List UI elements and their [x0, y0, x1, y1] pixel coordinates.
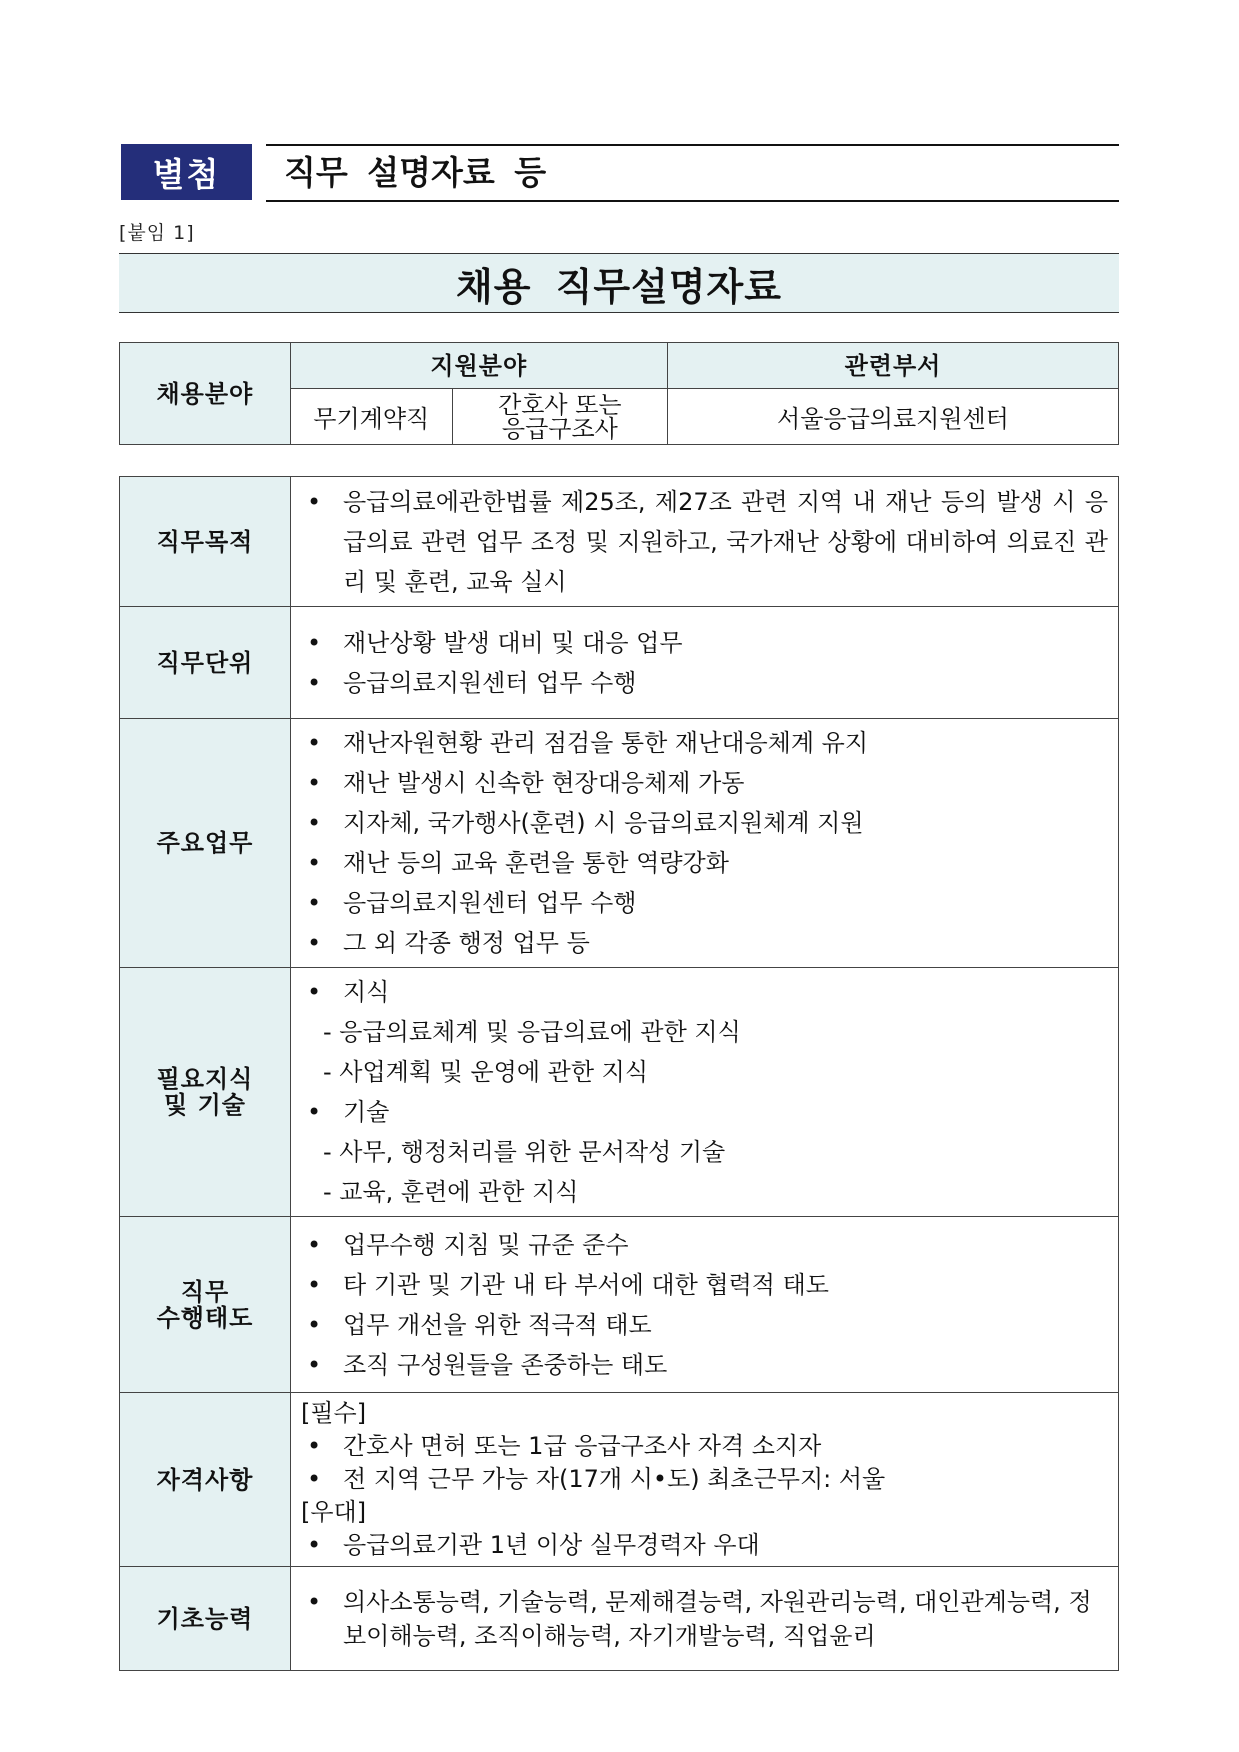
- list-item-text: 응급의료기관 1년 이상 실무경력자 우대: [343, 1531, 760, 1559]
- sub-item: - 사무, 행정처리를 위한 문서작성 기술: [323, 1138, 726, 1166]
- attitude-label: [120, 1217, 291, 1393]
- list-item-text: 응급의료지원센터 업무 수행: [343, 668, 637, 697]
- basic-content: [291, 1567, 1119, 1671]
- list-item-text: 전 지역 근무 가능 자(17개 시•도) 최초근무지: 서울: [343, 1465, 886, 1493]
- list-item-text: 재난 등의 교육 훈련을 통한 역량강화: [343, 849, 729, 877]
- employment-type-cell: 무기계약직: [290, 389, 452, 445]
- list-item: [301, 923, 1108, 963]
- attachment-label: [붙임 1]: [119, 222, 195, 244]
- bullet-icon: •: [307, 628, 322, 657]
- list-item-text: 간호사 면허 또는 1급 응급구조사 자격 소지자: [343, 1432, 822, 1460]
- skills-label-line1: 필요지식: [156, 1065, 254, 1093]
- purpose-content: [291, 477, 1119, 607]
- bullet-icon: •: [307, 809, 322, 837]
- basic-text: 의사소통능력, 기술능력, 문제해결능력, 자원관리능력, 대인관계능력, 정보이해능력, 조직이해능력, 자기개발능력, 직업윤리: [343, 1587, 1092, 1650]
- list-item: [301, 883, 1108, 923]
- row-duties: [120, 719, 1119, 968]
- list-item: [301, 803, 1108, 843]
- list-item-text: 업무 개선을 위한 적극적 태도: [343, 1310, 652, 1339]
- knowledge-heading: 지식: [343, 978, 390, 1006]
- sub-item: - 사업계획 및 운영에 관한 지식: [323, 1058, 649, 1086]
- bullet-icon: •: [307, 889, 322, 917]
- list-item: [301, 1430, 1108, 1463]
- row-purpose: [120, 477, 1119, 607]
- purpose-item: [301, 482, 1108, 602]
- list-item: [301, 1345, 1108, 1385]
- recruitment-field-table: [119, 342, 1119, 445]
- bullet-icon: •: [307, 1531, 322, 1559]
- list-item: [301, 763, 1108, 803]
- list-item: [301, 663, 1108, 703]
- section-title: 직무 설명자료 등: [284, 153, 547, 192]
- row-attitude: [120, 1217, 1119, 1393]
- job-field-line1: 간호사 또는: [498, 390, 622, 419]
- list-item-text: 그 외 각종 행정 업무 등: [343, 929, 590, 957]
- list-item: [301, 972, 1108, 1012]
- bullet-icon: •: [307, 978, 322, 1006]
- list-item: [301, 1305, 1108, 1345]
- skills-content: [291, 968, 1119, 1217]
- job-description-table: [119, 476, 1119, 1671]
- sub-item: - 응급의료체계 및 응급의료에 관한 지식: [323, 1018, 741, 1046]
- row-qualification: [120, 1393, 1119, 1567]
- list-item: [301, 1265, 1108, 1305]
- list-item-text: 재난상황 발생 대비 및 대응 업무: [343, 628, 683, 657]
- list-item: [301, 1585, 1108, 1653]
- job-field-line2: 응급구조사: [501, 414, 618, 443]
- list-item: [301, 723, 1108, 763]
- bullet-icon: •: [307, 487, 322, 516]
- apply-field-header: 지원분야: [290, 343, 667, 389]
- attitude-label-line1: 직무: [180, 1277, 230, 1306]
- header-rule-bottom: [266, 200, 1119, 202]
- list-item: [301, 623, 1108, 663]
- bullet-icon: •: [307, 1432, 322, 1460]
- header-rule-top: [266, 144, 1119, 146]
- bullet-icon: •: [307, 929, 322, 957]
- duties-content: [291, 719, 1119, 968]
- recruit-field-label: 채용분야: [120, 343, 291, 445]
- bullet-icon: •: [307, 668, 322, 697]
- row-skills: [120, 968, 1119, 1217]
- basic-label: 기초능력: [120, 1567, 291, 1671]
- bullet-icon: •: [307, 1098, 322, 1126]
- department-cell: 서울응급의료지원센터: [667, 389, 1118, 445]
- qualification-content: [291, 1393, 1119, 1567]
- page-title: 채용 직무설명자료: [119, 253, 1119, 313]
- bullet-icon: •: [307, 1350, 322, 1379]
- list-item-text: 타 기관 및 기관 내 타 부서에 대한 협력적 태도: [343, 1270, 829, 1299]
- bullet-icon: •: [307, 729, 322, 757]
- attitude-label-line2: 수행태도: [156, 1303, 254, 1332]
- appendix-badge: 별첨: [121, 144, 252, 200]
- preferred-label: [우대]: [301, 1498, 367, 1526]
- duties-label: 주요업무: [120, 719, 291, 968]
- list-item: [301, 1092, 1108, 1132]
- qualification-label: 자격사항: [120, 1393, 291, 1567]
- row-unit: [120, 607, 1119, 719]
- bullet-icon: •: [307, 769, 322, 797]
- list-item: [301, 843, 1108, 883]
- purpose-label: 직무목적: [120, 477, 291, 607]
- list-item-text: 재난자원현황 관리 점검을 통한 재난대응체계 유지: [343, 729, 869, 757]
- skills-label: [120, 968, 291, 1217]
- list-item-text: 응급의료지원센터 업무 수행: [343, 889, 637, 917]
- sub-item: - 교육, 훈련에 관한 지식: [323, 1178, 579, 1206]
- list-item: [301, 1529, 1108, 1562]
- bullet-icon: •: [307, 1465, 322, 1493]
- list-item-text: 업무수행 지침 및 규준 준수: [343, 1230, 629, 1259]
- list-item-text: 재난 발생시 신속한 현장대응체제 가동: [343, 769, 745, 797]
- job-field-cell: [452, 389, 667, 445]
- bullet-icon: •: [307, 1230, 322, 1259]
- bullet-icon: •: [307, 849, 322, 877]
- unit-content: [291, 607, 1119, 719]
- list-item-text: 지자체, 국가행사(훈련) 시 응급의료지원체계 지원: [343, 809, 864, 837]
- related-dept-header: 관련부서: [667, 343, 1118, 389]
- bullet-icon: •: [307, 1270, 322, 1299]
- list-item: [301, 1463, 1108, 1496]
- purpose-text: 응급의료에관한법률 제25조, 제27조 관련 지역 내 재난 등의 발생 시 응급의료 관련 업무 조정 및 지원하고, 국가재난 상황에 대비하여 의료진 관리 및 훈련, 교육 실시: [343, 487, 1108, 596]
- bullet-icon: •: [307, 1310, 322, 1339]
- required-label: [필수]: [301, 1399, 367, 1427]
- skills-label-line2: 및 기술: [164, 1091, 246, 1119]
- row-basic: [120, 1567, 1119, 1671]
- skill-heading: 기술: [343, 1098, 390, 1126]
- unit-label: 직무단위: [120, 607, 291, 719]
- list-item-text: 조직 구성원들을 존중하는 태도: [343, 1350, 668, 1379]
- attitude-content: [291, 1217, 1119, 1393]
- bullet-icon: •: [307, 1587, 322, 1616]
- list-item: [301, 1225, 1108, 1265]
